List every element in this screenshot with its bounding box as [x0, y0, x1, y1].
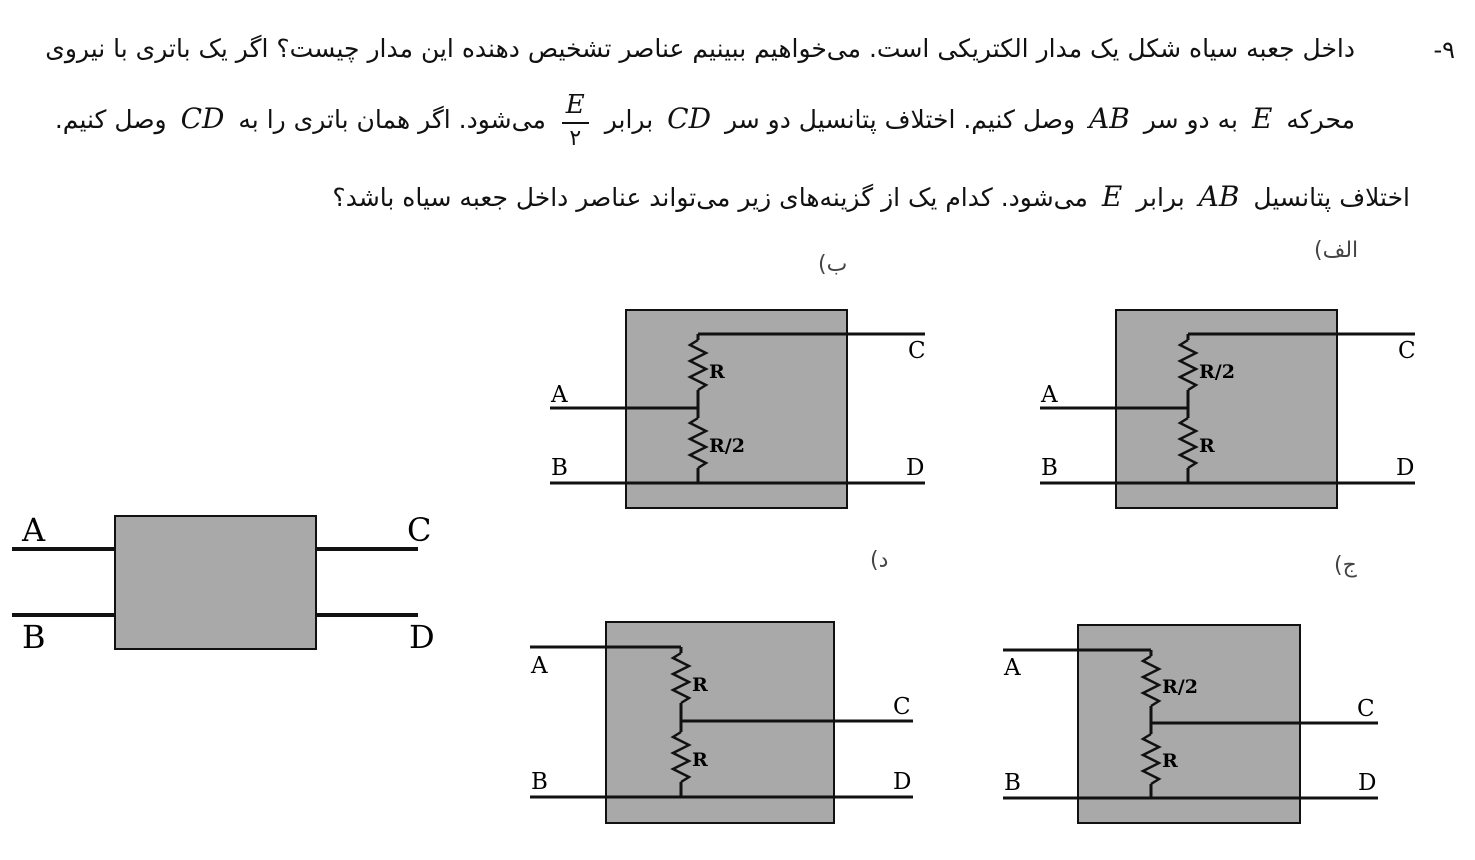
option-label-alef[interactable]: الف) — [1314, 238, 1359, 263]
label-b: B — [551, 455, 568, 481]
fraction-denominator: ۲ — [569, 126, 582, 151]
label-b: B — [531, 769, 548, 795]
option-label-dal[interactable]: د) — [870, 548, 889, 573]
text-segment: می‌شود. اگر همان باتری را به — [238, 105, 546, 134]
text-segment: به دو سر — [1143, 105, 1238, 134]
resistor-upper-label: R — [692, 674, 708, 696]
terminals-ab-variable: AB — [1089, 102, 1130, 135]
text-segment: اختلاف پتانسیل — [1253, 183, 1410, 212]
label-b: B — [1041, 455, 1058, 481]
text-segment: برابر — [1136, 183, 1185, 212]
text-segment: برابر — [604, 105, 654, 134]
resistor-upper-label: R/2 — [1162, 676, 1198, 698]
resistor-lower-label: R — [692, 749, 708, 771]
terminals-cd-variable: CD — [180, 102, 225, 135]
label-c: C — [1398, 338, 1416, 364]
option-jim-circuit — [1003, 625, 1378, 823]
question-number: ۹- — [1433, 36, 1455, 64]
label-d: D — [1396, 455, 1415, 481]
label-c: C — [908, 338, 926, 364]
resistor-lower-label: R — [1199, 435, 1215, 457]
option-dal-circuit — [530, 622, 913, 823]
terminals-cd-variable: CD — [667, 102, 712, 135]
label-d: D — [893, 769, 912, 795]
terminals-ab-variable: AB — [1198, 180, 1240, 213]
question-line-1-text: داخل جعبه سیاه شکل یک مدار الکتریکی است. می‌خواهیم ببینیم عناصر تشخیص دهنده این مدار چیست؟ اگر یک باتری با نیروی — [45, 34, 1355, 63]
text-segment: می‌شود. کدام یک از گزینه‌های زیر می‌تواند عناصر داخل جعبه سیاه باشد؟ — [332, 183, 1088, 212]
option-label-jim[interactable]: ج) — [1334, 553, 1357, 578]
resistor-lower-label: R — [1162, 750, 1178, 772]
main-label-c: C — [407, 511, 432, 549]
emf-variable: E — [1251, 102, 1273, 135]
label-a: A — [551, 382, 568, 408]
label-d: D — [906, 455, 925, 481]
main-label-a: A — [22, 511, 46, 549]
label-a: A — [1004, 655, 1021, 681]
fraction-numerator: E — [562, 88, 589, 124]
option-label-be[interactable]: ب) — [818, 252, 848, 277]
option-alef-circuit — [1040, 310, 1416, 508]
main-label-d: D — [409, 618, 435, 656]
main-box-rect — [115, 516, 316, 649]
label-c: C — [893, 694, 911, 720]
main-label-b: B — [22, 618, 46, 656]
main-black-box — [12, 511, 435, 656]
resistor-lower-label: R/2 — [709, 435, 745, 457]
resistor-upper-label: R/2 — [1199, 361, 1235, 383]
text-segment: وصل کنیم. — [54, 105, 167, 134]
option-be-circuit — [550, 310, 926, 508]
text-segment: محرکه — [1286, 105, 1355, 134]
label-b: B — [1004, 770, 1021, 796]
resistor-upper-label: R — [709, 361, 725, 383]
label-c: C — [1357, 696, 1375, 722]
label-d: D — [1358, 770, 1377, 796]
emf-variable: E — [1101, 180, 1123, 213]
text-segment: وصل کنیم. اختلاف پتانسیل دو سر — [724, 105, 1076, 134]
label-a: A — [1041, 382, 1058, 408]
label-a: A — [531, 653, 548, 679]
